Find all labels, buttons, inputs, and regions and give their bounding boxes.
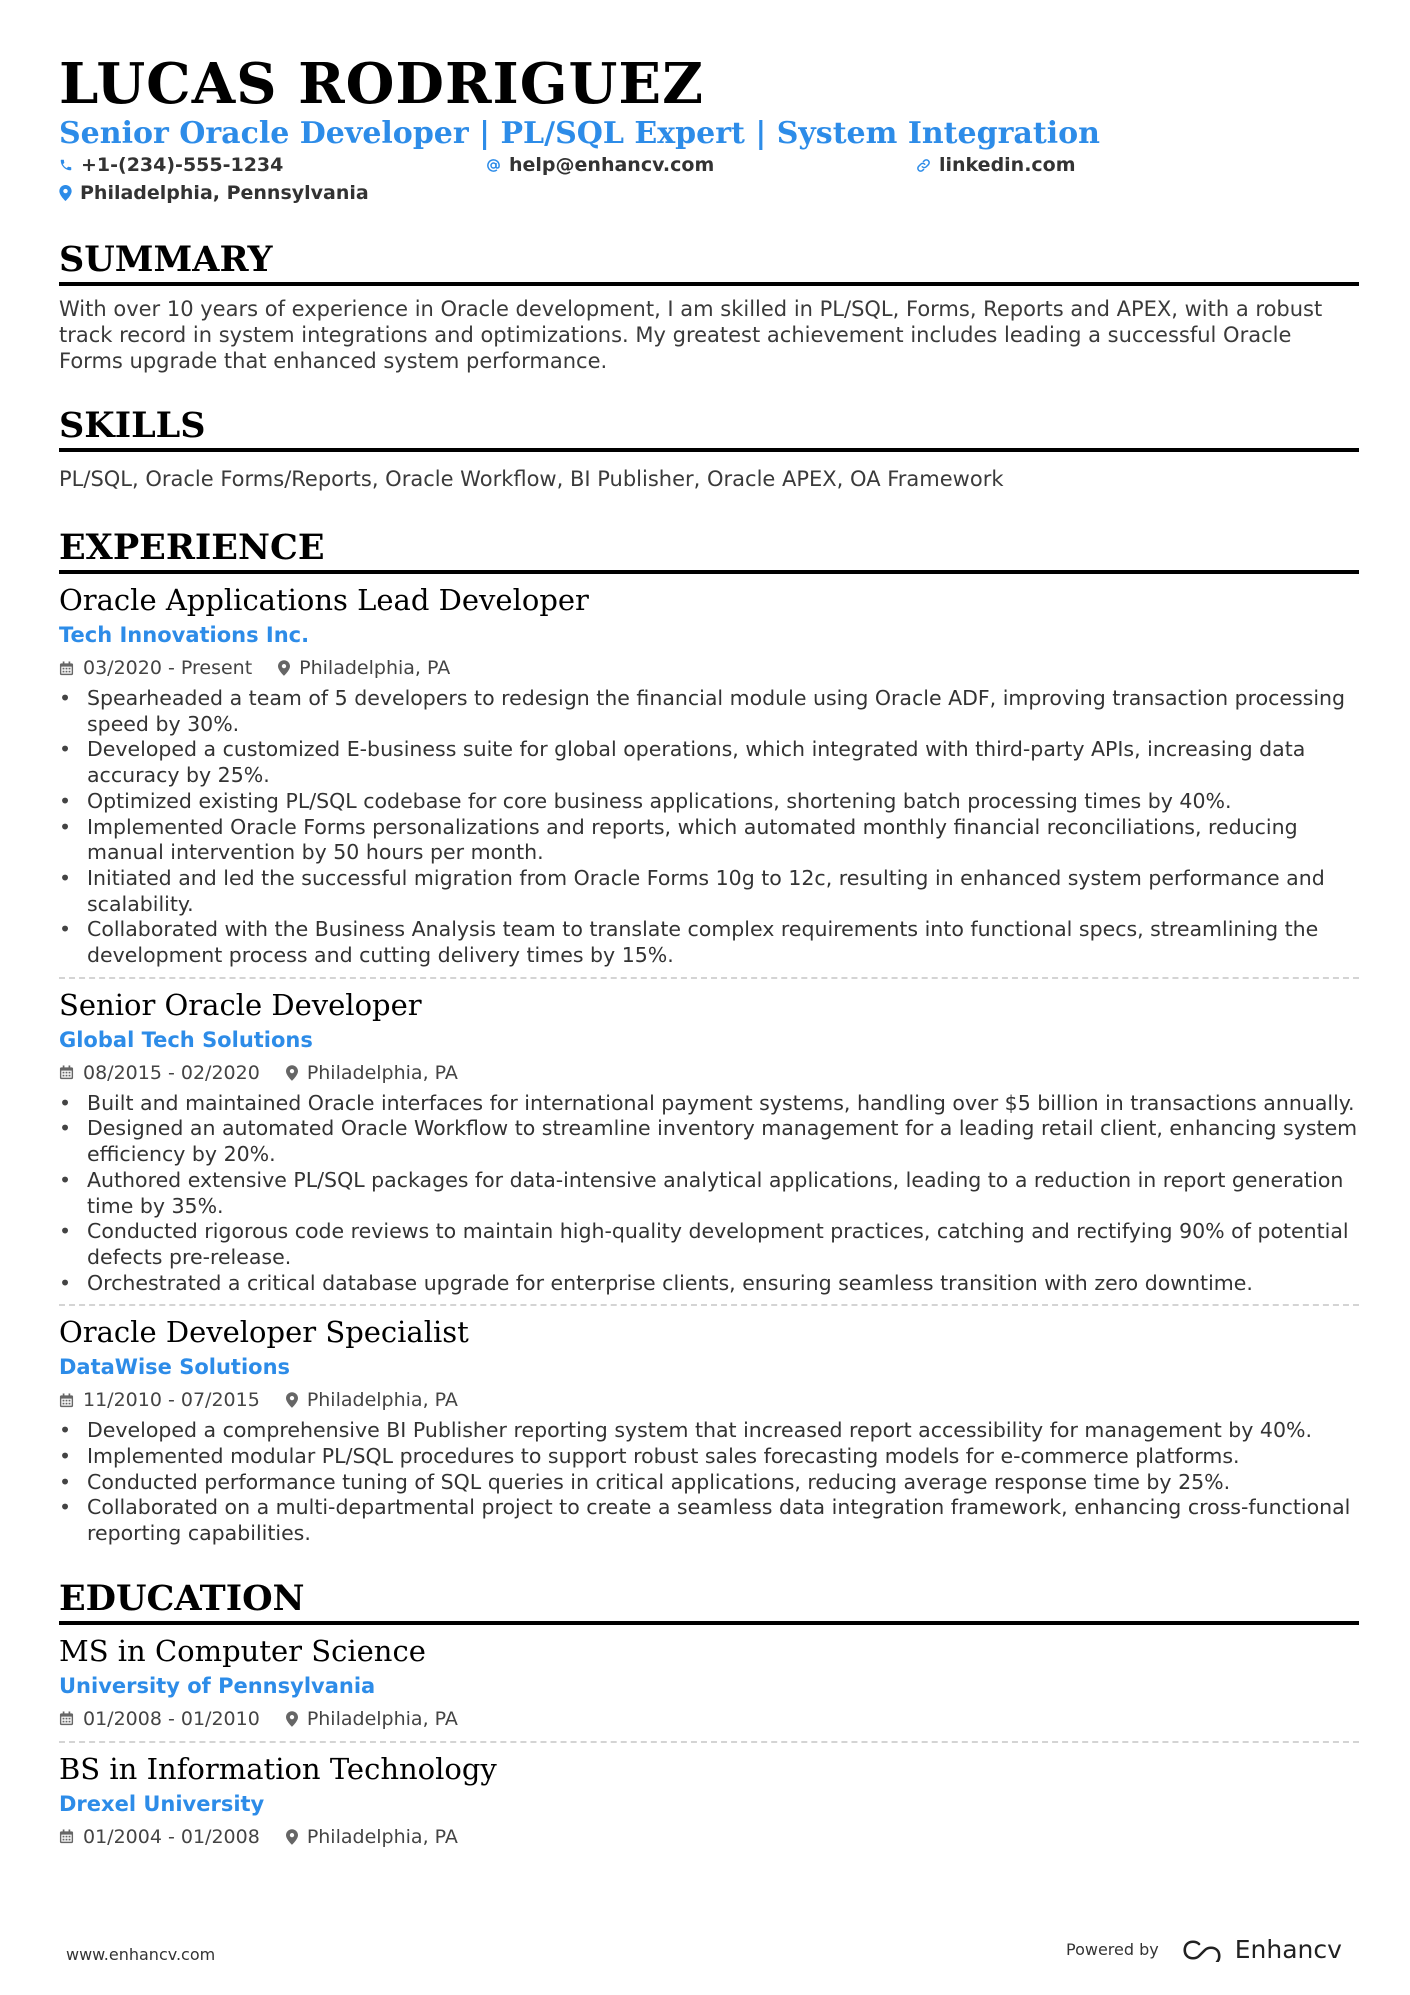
phone-icon bbox=[59, 158, 73, 172]
education-location bbox=[286, 1823, 458, 1851]
education-dates bbox=[59, 1823, 260, 1851]
job-dates bbox=[59, 654, 252, 682]
job-bullets bbox=[59, 1418, 1359, 1547]
job-company[interactable]: DataWise Solutions bbox=[59, 1355, 291, 1380]
job-location-text: Philadelphia, PA bbox=[299, 657, 451, 679]
job-dates bbox=[59, 1059, 260, 1087]
job-dates-text: 03/2020 - Present bbox=[83, 657, 253, 679]
brand-name: Enhancv bbox=[1234, 1935, 1342, 1964]
school-name[interactable]: Drexel University bbox=[59, 1791, 265, 1816]
education-location-text: Philadelphia, PA bbox=[306, 1707, 458, 1730]
experience-entry bbox=[59, 574, 1359, 969]
job-role: Oracle Applications Lead Developer bbox=[59, 583, 589, 617]
skills-heading: SKILLS bbox=[59, 404, 1359, 452]
phone-text: +1-(234)-555-1234 bbox=[81, 154, 284, 176]
job-dates bbox=[59, 1386, 260, 1414]
education-section bbox=[59, 1577, 1359, 1851]
link-icon bbox=[916, 158, 931, 173]
skills-text: PL/SQL, Oracle Forms/Reports, Oracle Workflow, BI Publisher, Oracle APEX, OA Framework bbox=[59, 467, 1004, 491]
summary-heading: SUMMARY bbox=[59, 238, 1359, 286]
location-pin-icon bbox=[286, 1392, 298, 1408]
location-pin-icon bbox=[286, 1829, 298, 1845]
job-role: Senior Oracle Developer bbox=[59, 987, 422, 1022]
contact-phone bbox=[59, 154, 283, 176]
education-dates-text: 01/2008 - 01/2010 bbox=[83, 1707, 260, 1730]
footer-branding bbox=[1066, 1935, 1342, 1964]
bullet-item: • Developed a comprehensive BI Publisher reporting system that increased report accessibility for management by 40%. bbox=[59, 1418, 1359, 1444]
education-entry bbox=[59, 1625, 1359, 1733]
powered-by-label: Powered by bbox=[1066, 1940, 1159, 1959]
linkedin-text: linkedin.com bbox=[939, 154, 1076, 176]
job-meta bbox=[59, 654, 1359, 682]
bullet-item: • Collaborated with the Business Analysis team to translate complex requirements into functional specs, streamlining the development process and cutting delivery times by 15%. bbox=[59, 917, 1359, 968]
job-location-text: Philadelphia, PA bbox=[306, 1061, 458, 1084]
bullet-item: • Implemented modular PL/SQL procedures to support robust sales forecasting models for e-commerce platforms. bbox=[59, 1444, 1359, 1470]
experience-entry bbox=[59, 977, 1359, 1297]
resume-header bbox=[59, 52, 1359, 210]
degree-title: MS in Computer Science bbox=[59, 1633, 426, 1668]
bullet-item: • Collaborated on a multi-departmental project to create a seamless data integration framework, enhancing cross-functional reporting capabilities. bbox=[59, 1495, 1359, 1546]
bullet-item: • Designed an automated Oracle Workflow to streamline inventory management for a leading retail client, enhancing system efficiency by 20%. bbox=[59, 1116, 1359, 1167]
job-location bbox=[278, 654, 450, 682]
education-location bbox=[286, 1705, 458, 1733]
footer-website[interactable]: www.enhancv.com bbox=[66, 1945, 216, 1964]
email-text: help@enhancv.com bbox=[509, 154, 715, 176]
at-icon bbox=[486, 158, 501, 173]
bullet-item: • Developed a customized E-business suite for global operations, which integrated with third-party APIs, increasing data accuracy by 25%. bbox=[59, 737, 1359, 788]
enhancv-logo[interactable] bbox=[1181, 1935, 1342, 1964]
calendar-icon bbox=[59, 1711, 74, 1726]
resume-page bbox=[59, 52, 1359, 1851]
contact-email[interactable] bbox=[486, 154, 714, 176]
bullet-item: • Spearheaded a team of 5 developers to redesign the financial module using Oracle ADF, improving transaction processing speed by 30%. bbox=[59, 686, 1359, 737]
summary-text: With over 10 years of experience in Oracle development, I am skilled in PL/SQL, Forms, Reports and APEX, with a robust track record in system integrations and optimizations. My greatest achievement includes leading a successful Oracle Forms upgrade that enhanced system performance. bbox=[59, 297, 1323, 373]
job-company[interactable]: Global Tech Solutions bbox=[59, 1027, 313, 1052]
job-bullets bbox=[59, 1091, 1359, 1297]
bullet-item: • Initiated and led the successful migration from Oracle Forms 10g to 12c, resulting in enhanced system performance and scalability. bbox=[59, 866, 1359, 917]
degree-title: BS in Information Technology bbox=[59, 1751, 497, 1786]
location-pin-icon bbox=[278, 660, 290, 676]
job-role: Oracle Developer Specialist bbox=[59, 1315, 469, 1350]
job-meta bbox=[59, 1059, 1359, 1087]
bullet-item: • Optimized existing PL/SQL codebase for core business applications, shortening batch processing times by 40%. bbox=[59, 789, 1359, 815]
location-text: Philadelphia, Pennsylvania bbox=[80, 182, 369, 204]
bullet-item: • Conducted performance tuning of SQL queries in critical applications, reducing average response time by 25%. bbox=[59, 1470, 1359, 1496]
job-company[interactable]: Tech Innovations Inc. bbox=[59, 623, 310, 647]
job-location-text: Philadelphia, PA bbox=[306, 1389, 458, 1412]
bullet-item: • Built and maintained Oracle interfaces for international payment systems, handling over $5 billion in transactions annually. bbox=[59, 1091, 1359, 1117]
job-meta bbox=[59, 1386, 1359, 1414]
bullet-item: • Implemented Oracle Forms personalizations and reports, which automated monthly financial reconciliations, reducing manual intervention by 50 hours per month. bbox=[59, 815, 1359, 866]
experience-entry bbox=[59, 1304, 1359, 1547]
bullet-item: • Orchestrated a critical database upgrade for enterprise clients, ensuring seamless transition with zero downtime. bbox=[59, 1271, 1359, 1297]
education-location-text: Philadelphia, PA bbox=[306, 1825, 458, 1848]
experience-heading: EXPERIENCE bbox=[59, 526, 1359, 574]
skills-section bbox=[59, 404, 1359, 492]
education-entry bbox=[59, 1741, 1359, 1851]
calendar-icon bbox=[59, 1829, 74, 1844]
candidate-title: Senior Oracle Developer | PL/SQL Expert | System Integration bbox=[59, 116, 1100, 151]
job-dates-text: 11/2010 - 07/2015 bbox=[83, 1389, 260, 1412]
bullet-item: • Conducted rigorous code reviews to maintain high-quality development practices, catching and rectifying 90% of potential defects pre-release. bbox=[59, 1219, 1359, 1270]
education-dates bbox=[59, 1705, 260, 1733]
education-meta bbox=[59, 1705, 1359, 1733]
calendar-icon bbox=[59, 1065, 74, 1080]
contact-info bbox=[59, 154, 1359, 210]
experience-section bbox=[59, 526, 1359, 1547]
job-bullets bbox=[59, 686, 1359, 969]
location-pin-icon bbox=[59, 185, 72, 201]
contact-location bbox=[59, 182, 369, 204]
school-name[interactable]: University of Pennsylvania bbox=[59, 1673, 376, 1698]
enhancv-logo-icon bbox=[1181, 1938, 1227, 1962]
location-pin-icon bbox=[286, 1711, 298, 1727]
education-meta bbox=[59, 1823, 1359, 1851]
candidate-name: LUCAS RODRIGUEZ bbox=[59, 51, 704, 117]
summary-section bbox=[59, 238, 1359, 374]
bullet-item: • Authored extensive PL/SQL packages for data-intensive analytical applications, leading to a reduction in report generation time by 35%. bbox=[59, 1168, 1359, 1219]
job-dates-text: 08/2015 - 02/2020 bbox=[83, 1061, 260, 1084]
contact-linkedin[interactable] bbox=[916, 154, 1076, 176]
calendar-icon bbox=[59, 661, 74, 676]
education-dates-text: 01/2004 - 01/2008 bbox=[83, 1825, 260, 1848]
calendar-icon bbox=[59, 1393, 74, 1408]
education-heading: EDUCATION bbox=[59, 1577, 1359, 1625]
job-location bbox=[286, 1059, 458, 1087]
job-location bbox=[286, 1386, 458, 1414]
location-pin-icon bbox=[286, 1065, 298, 1081]
